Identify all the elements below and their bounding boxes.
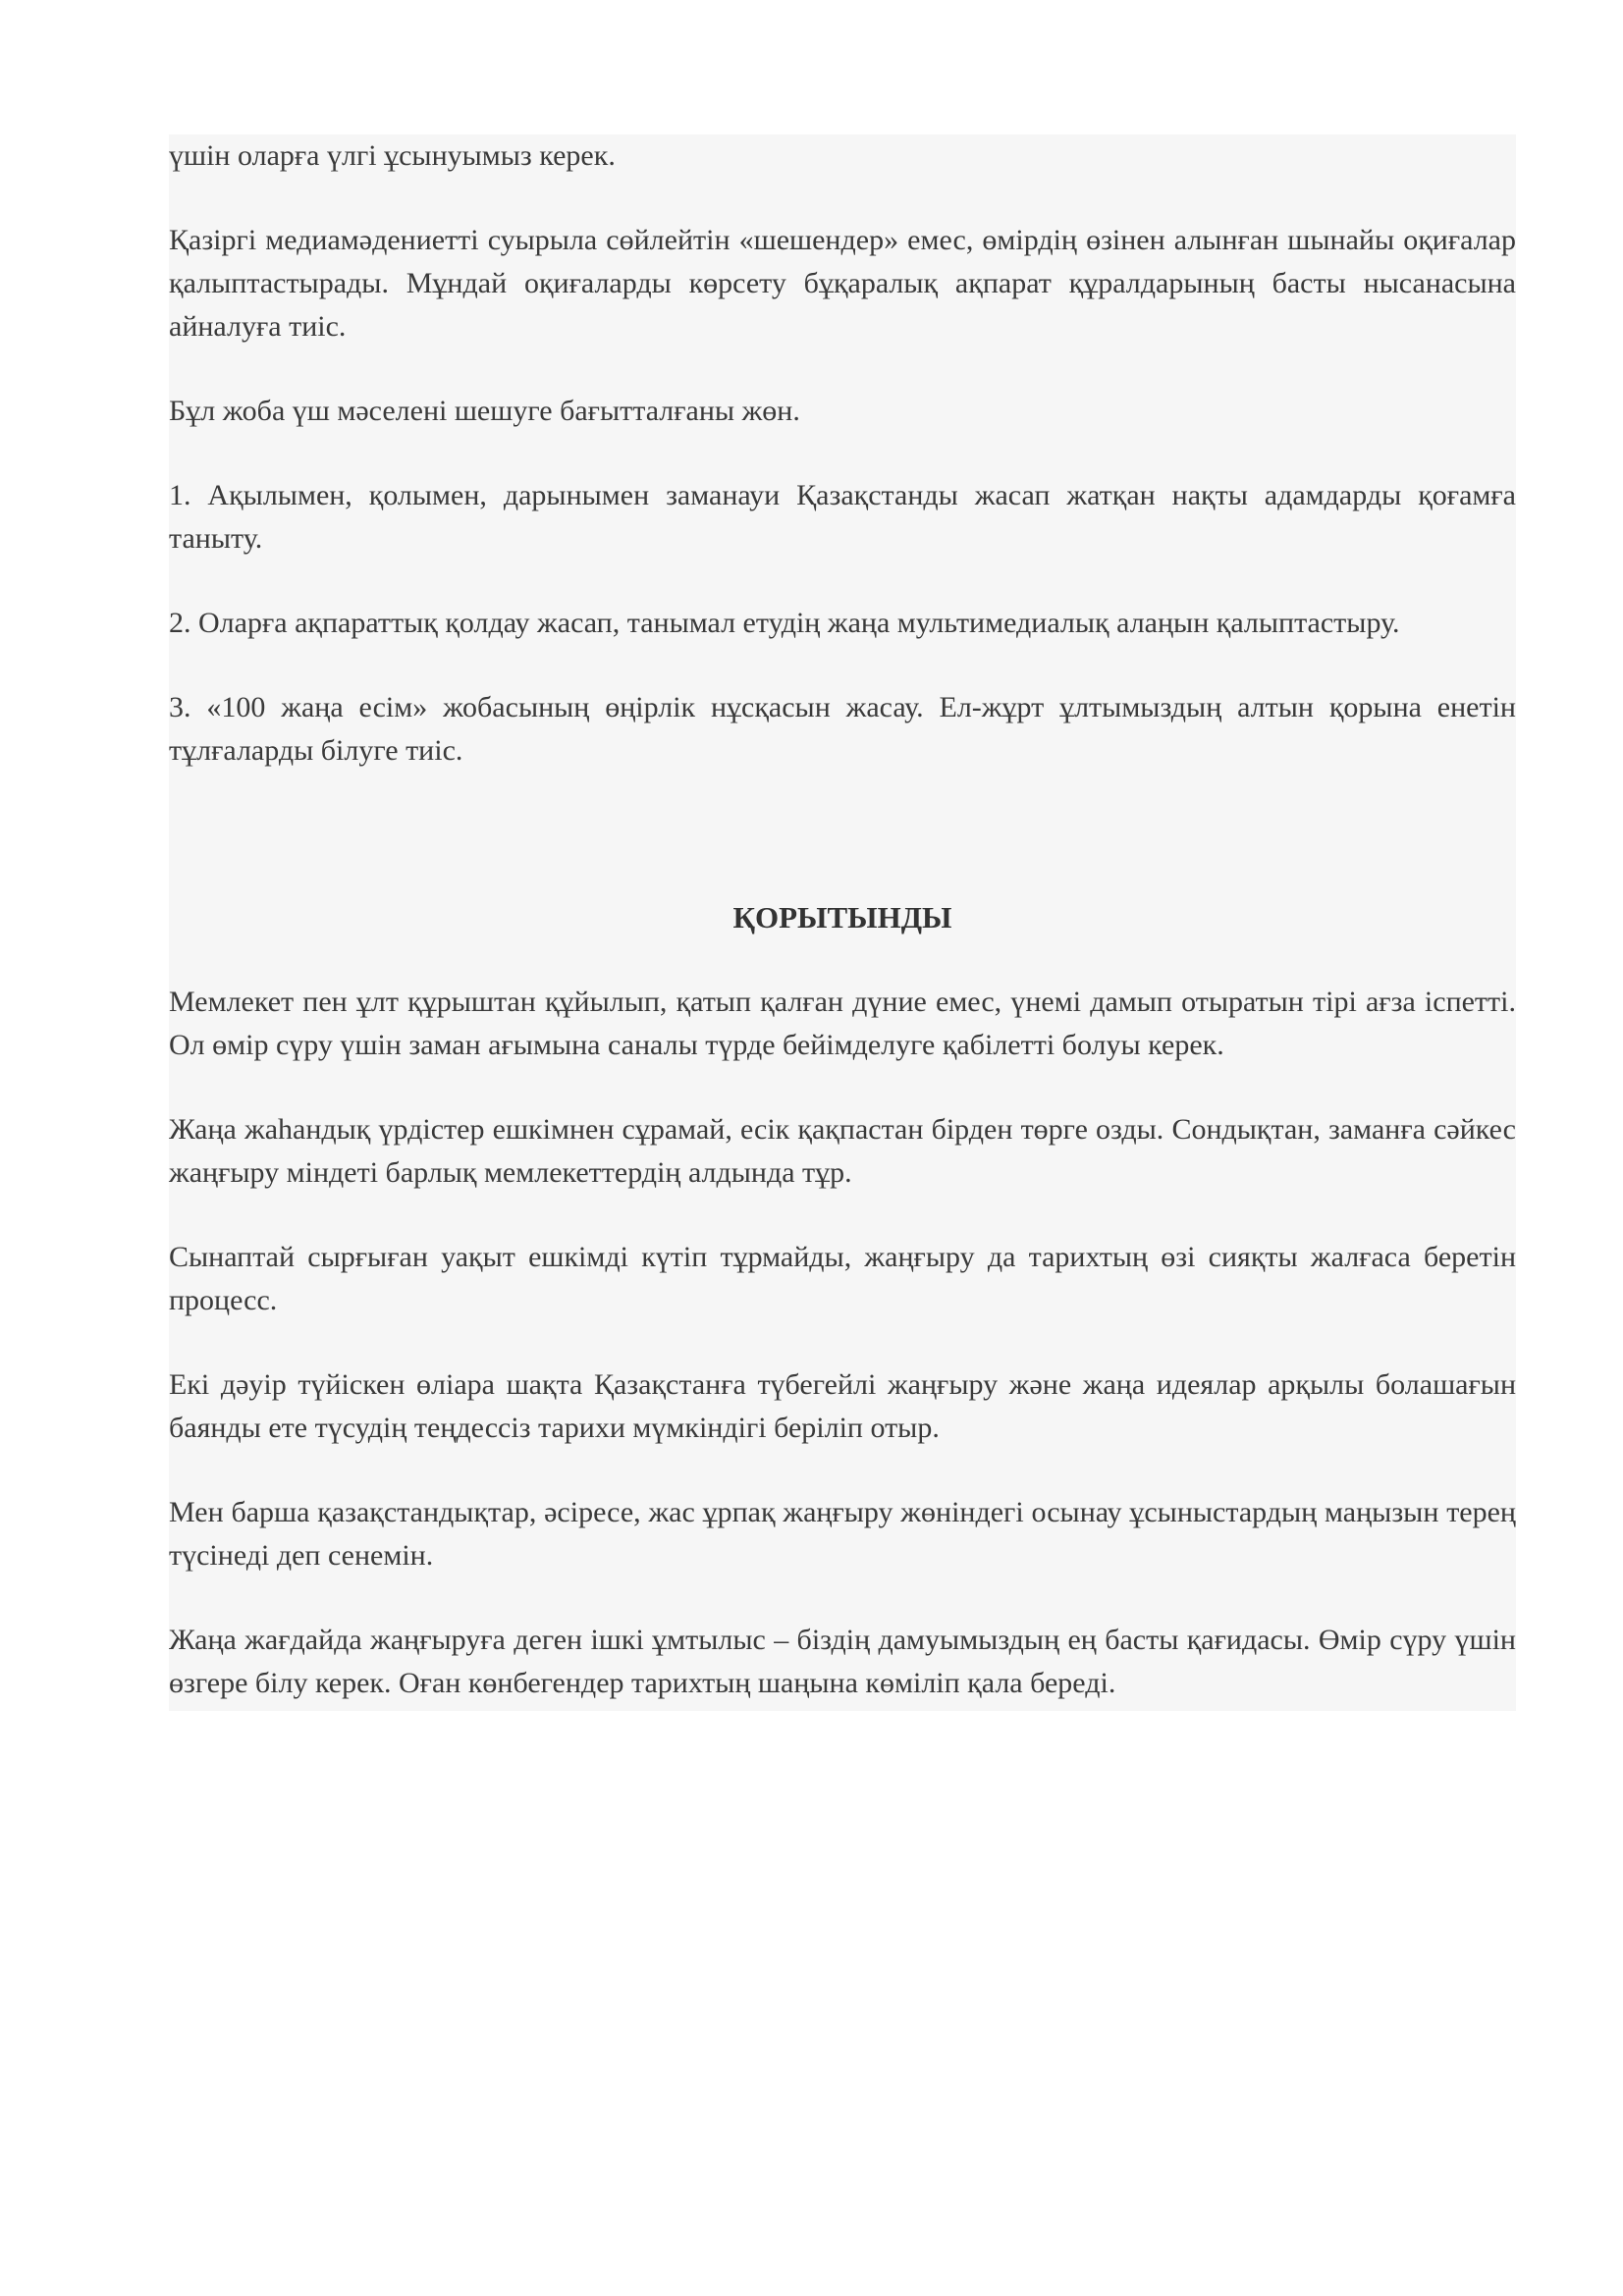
paragraph-media-culture: Қазіргі медиамәдениетті суырыла сөйлейтін «шешендер» емес, өмірдің өзінен алынған шынайы оқиғалар қалыптастырады. Мұндай оқиғаларды көрсету бұқаралық ақпарат құралдарының басты нысанасына айналуға тиіс. [169, 224, 1516, 343]
paragraph-conclusion-5: Мен барша қазақстандықтар, әсіресе, жас ұрпақ жаңғыру жөніндегі осынау ұсыныстардың маңызын терең түсінеді деп сенемін. [169, 1496, 1516, 1572]
list-item-goal-3: 3. «100 жаңа есім» жобасының өңірлік нұсқасын жасау. Ел-жұрт ұлтымыздың алтын қорына енетін тұлғаларды білуге тиіс. [169, 691, 1516, 767]
document-page [169, 134, 1516, 1711]
paragraph-conclusion-6: Жаңа жағдайда жаңғыруға деген ішкі ұмтылыс – біздің дамуымыздың ең басты қағидасы. Өмір сүру үшін өзгере білу керек. Оған көнбегендер тарихтың шаңына көміліп қала береді. [169, 1624, 1516, 1699]
paragraph-continuation: үшін оларға үлгі ұсынуымыз керек. [169, 139, 616, 172]
section-spacer [169, 814, 1516, 896]
paragraph-project-goals: Бұл жоба үш мәселені шешуге бағытталғаны жөн. [169, 395, 800, 427]
paragraph-conclusion-2: Жаңа жаһандық үрдістер ешкімнен сұрамай, есік қақпастан бірден төрге озды. Сондықтан, заманға сәйкес жаңғыру міндеті барлық мемлекеттердің алдында тұр. [169, 1113, 1516, 1189]
paragraph-conclusion-1: Мемлекет пен ұлт құрыштан құйылып, қатып қалған дүние емес, үнемі дамып отыратын тірі ағза іспетті. Ол өмір сүру үшін заман ағымына саналы түрде бейімделуге қабілетті болуы керек. [169, 986, 1516, 1061]
list-item-goal-1: 1. Ақылымен, қолымен, дарынымен заманауи Қазақстанды жасап жатқан нақты адамдарды қоғамға таныту. [169, 479, 1516, 555]
paragraph-conclusion-3: Сынаптай сырғыған уақыт ешкімді күтіп тұрмайды, жаңғыру да тарихтың өзі сияқты жалғаса беретін процесс. [169, 1241, 1516, 1316]
paragraph-conclusion-4: Екі дәуір түйіскен өліара шақта Қазақстанға түбегейлі жаңғыру және жаңа идеялар арқылы болашағын баянды ете түсудің теңдессіз тарихи мүмкіндігі беріліп отыр. [169, 1368, 1516, 1444]
list-item-goal-2: 2. Оларға ақпараттық қолдау жасап, танымал етудің жаңа мультимедиалық алаңын қалыптастыру. [169, 607, 1400, 639]
section-heading-conclusion: ҚОРЫТЫНДЫ [732, 900, 952, 934]
